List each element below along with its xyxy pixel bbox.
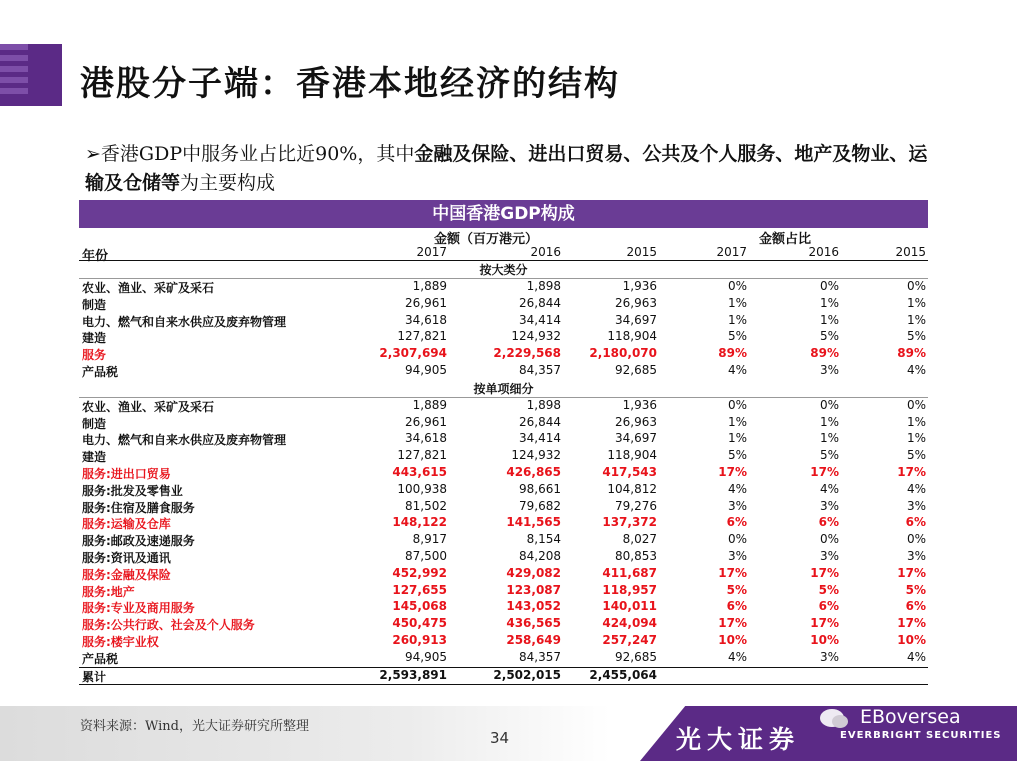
cell: 260,913 [392, 632, 447, 647]
cell: 34,697 [615, 431, 657, 446]
brand-cn-logo: 光大证券 [676, 725, 801, 754]
cell: 148,122 [392, 515, 447, 530]
cell: 104,812 [607, 481, 657, 496]
cell: 10% [897, 632, 926, 647]
logo-stripes [0, 44, 28, 106]
row-label: 服务:楼宇业权 [82, 634, 159, 649]
cell: 5% [819, 448, 839, 463]
row-label: 电力、燃气和自来水供应及废弃物管理 [82, 433, 287, 448]
row-label: 服务:资讯及通讯 [82, 550, 171, 565]
table-row [79, 532, 928, 549]
table-title: 中国香港GDP构成 [79, 200, 928, 228]
table-row [79, 515, 928, 532]
row-label: 服务:专业及商用服务 [82, 601, 195, 616]
row-label: 服务 [82, 348, 107, 363]
cell: 411,687 [602, 565, 657, 580]
cell: 4% [727, 362, 747, 377]
section2-rows [79, 398, 928, 667]
cell: 2,593,891 [379, 667, 447, 682]
table-row [79, 415, 928, 432]
cell: 2,229,568 [493, 346, 561, 361]
row-label: 建造 [82, 331, 107, 346]
bullet-suffix: 为主要构成 [180, 172, 276, 194]
cell: 84,357 [519, 649, 561, 664]
page-title: 港股分子端：香港本地经济的结构 [80, 64, 620, 104]
row-label: 农业、渔业、采矿及采石 [82, 281, 215, 295]
cell: 118,957 [602, 582, 657, 597]
section1-title: 按大类分 [479, 263, 528, 277]
cell: 2,502,015 [493, 667, 561, 682]
table-row [79, 279, 928, 296]
cell: 1% [819, 295, 839, 310]
cell: 452,992 [392, 565, 447, 580]
cell: 3% [819, 548, 839, 563]
cell: 80,853 [615, 548, 657, 563]
cell: 17% [718, 565, 747, 580]
cell: 1,889 [412, 397, 447, 412]
group-amount-label: 金额（百万港元） [434, 232, 539, 247]
cell: 4% [727, 649, 747, 664]
row-label: 电力、燃气和自来水供应及废弃物管理 [82, 314, 287, 329]
cell: 2,180,070 [589, 346, 657, 361]
cell: 1,936 [622, 279, 657, 293]
cell: 6% [726, 599, 747, 614]
table-year-header [79, 244, 928, 264]
cell: 34,618 [405, 431, 447, 446]
cell: 5% [819, 329, 839, 344]
section-header [79, 380, 928, 398]
cell: 6% [818, 515, 839, 530]
cell: 84,208 [519, 548, 561, 563]
year-col-6: 2015 [895, 245, 926, 259]
cell: 1% [727, 431, 747, 446]
cell: 4% [727, 481, 747, 496]
cell: 5% [906, 448, 926, 463]
bullet-bold: 金融及保险、进出口贸易、公共及个人服务、地产及物业、运输及仓储等 [85, 143, 928, 194]
cell: 5% [906, 329, 926, 344]
cell: 118,904 [607, 329, 657, 344]
cell: 26,961 [405, 295, 447, 310]
cell: 5% [726, 582, 747, 597]
table-row [79, 583, 928, 600]
cell: 17% [718, 616, 747, 631]
year-col-3: 2015 [626, 245, 657, 259]
cell: 0% [727, 397, 747, 412]
cell: 3% [819, 498, 839, 513]
cell: 429,082 [506, 565, 561, 580]
cell: 137,372 [602, 515, 657, 530]
cell: 424,094 [602, 616, 657, 631]
table-row [79, 398, 928, 415]
cell: 34,414 [519, 431, 561, 446]
cell: 2,307,694 [379, 346, 447, 361]
row-label: 制造 [82, 416, 107, 431]
cell: 4% [906, 362, 926, 377]
row-label: 产品税 [82, 364, 119, 379]
cell: 443,615 [392, 464, 447, 479]
cell: 81,502 [405, 498, 447, 513]
cell: 17% [718, 464, 747, 479]
table-row [79, 599, 928, 616]
cell: 127,821 [397, 448, 447, 463]
cell: 0% [727, 279, 747, 293]
cell: 0% [819, 279, 839, 293]
cell: 87,500 [405, 548, 447, 563]
cell: 3% [906, 498, 926, 513]
cell: 0% [727, 532, 747, 547]
cell: 26,963 [615, 295, 657, 310]
cell: 8,154 [526, 532, 561, 547]
row-label: 制造 [82, 297, 107, 312]
cell: 17% [897, 464, 926, 479]
cell: 17% [810, 616, 839, 631]
cell: 84,357 [519, 362, 561, 377]
brand-en-sub: EVERBRIGHT SECURITIES [840, 730, 1002, 741]
row-label: 服务:批发及零售业 [82, 483, 183, 498]
cell: 26,961 [405, 414, 447, 429]
table-row [79, 482, 928, 499]
cell: 1,898 [526, 397, 561, 412]
bullet-text [85, 140, 940, 198]
row-label: 累计 [82, 669, 107, 684]
table-row [79, 329, 928, 346]
table-group-header [79, 228, 928, 247]
table-row [79, 616, 928, 633]
bullet-prefix: ➢香港GDP中服务业占比近90%，其中 [85, 143, 415, 165]
cell: 1% [819, 431, 839, 446]
cell: 17% [897, 565, 926, 580]
cell: 1% [727, 414, 747, 429]
row-label: 农业、渔业、采矿及采石 [82, 399, 215, 414]
row-label: 服务:进出口贸易 [82, 466, 171, 481]
cell: 141,565 [506, 515, 561, 530]
cell: 1% [906, 312, 926, 327]
table-row [79, 448, 928, 465]
cell: 3% [727, 548, 747, 563]
year-col-4: 2017 [716, 245, 747, 259]
year-col-2: 2016 [530, 245, 561, 259]
table-row [79, 431, 928, 448]
cell: 257,247 [602, 632, 657, 647]
cell: 0% [906, 279, 926, 293]
cell: 5% [905, 582, 926, 597]
section2-title: 按单项细分 [473, 381, 534, 396]
cell: 100,938 [397, 481, 447, 496]
table-row [79, 346, 928, 363]
cell: 1% [727, 295, 747, 310]
cell: 79,276 [615, 498, 657, 513]
section-header [79, 261, 928, 279]
row-label: 建造 [82, 450, 107, 465]
cell: 1% [819, 312, 839, 327]
cell: 26,963 [615, 414, 657, 429]
cell: 10% [810, 632, 839, 647]
cell: 89% [810, 346, 839, 361]
cell: 1,889 [412, 279, 447, 293]
cell: 127,655 [392, 582, 447, 597]
cell: 3% [906, 548, 926, 563]
cell: 450,475 [392, 616, 447, 631]
cell: 124,932 [511, 329, 561, 344]
cell: 1% [819, 414, 839, 429]
cell: 5% [727, 448, 747, 463]
cell: 3% [819, 649, 839, 664]
row-label: 服务:住宿及膳食服务 [82, 500, 195, 515]
cell: 417,543 [602, 464, 657, 479]
cell: 17% [810, 565, 839, 580]
cell: 127,821 [397, 329, 447, 344]
gdp-table [79, 200, 928, 685]
cell: 140,011 [602, 599, 657, 614]
cell: 143,052 [506, 599, 561, 614]
cell: 0% [906, 397, 926, 412]
cell: 5% [727, 329, 747, 344]
cell: 2,455,064 [589, 667, 657, 682]
table-row [79, 499, 928, 516]
table-row [79, 566, 928, 583]
cell: 79,682 [519, 498, 561, 513]
cell: 123,087 [506, 582, 561, 597]
cell: 1,936 [622, 397, 657, 412]
cell: 436,565 [506, 616, 561, 631]
year-col-5: 2016 [808, 245, 839, 259]
cell: 426,865 [506, 464, 561, 479]
cell: 10% [718, 632, 747, 647]
cell: 145,068 [392, 599, 447, 614]
cell: 17% [810, 464, 839, 479]
row-label: 服务:邮政及速递服务 [82, 534, 195, 549]
cell: 0% [906, 532, 926, 547]
cell: 4% [819, 481, 839, 496]
wechat-icon [820, 709, 844, 727]
table-row [79, 465, 928, 482]
table-row [79, 549, 928, 566]
row-label: 服务:运输及仓库 [82, 517, 171, 532]
row-label: 服务:地产 [82, 584, 135, 599]
cell: 6% [905, 515, 926, 530]
cell: 1% [727, 312, 747, 327]
cell: 258,649 [506, 632, 561, 647]
cell: 8,917 [412, 532, 447, 547]
table-row [79, 363, 928, 380]
cell: 5% [818, 582, 839, 597]
cell: 34,414 [519, 312, 561, 327]
cell: 3% [819, 362, 839, 377]
year-label: 年份 [82, 249, 109, 264]
brand-en-logo: EBoversea [860, 706, 961, 728]
total-row [79, 667, 928, 686]
cell: 124,932 [511, 448, 561, 463]
cell: 6% [905, 599, 926, 614]
cell: 4% [906, 649, 926, 664]
cell: 89% [718, 346, 747, 361]
cell: 8,027 [622, 532, 657, 547]
cell: 26,844 [519, 295, 561, 310]
table-row [79, 633, 928, 650]
table-row [79, 313, 928, 330]
cell: 118,904 [607, 448, 657, 463]
group-ratio-label: 金额占比 [759, 232, 812, 247]
cell: 1% [906, 431, 926, 446]
cell: 94,905 [405, 649, 447, 664]
row-label: 服务:公共行政、社会及个人服务 [82, 618, 255, 633]
cell: 1,898 [526, 279, 561, 293]
section1-rows [79, 279, 928, 380]
cell: 6% [726, 515, 747, 530]
year-col-1: 2017 [416, 245, 447, 259]
row-label: 产品税 [82, 651, 119, 666]
cell: 34,618 [405, 312, 447, 327]
cell: 98,661 [519, 481, 561, 496]
table-row [79, 296, 928, 313]
cell: 6% [818, 599, 839, 614]
cell: 34,697 [615, 312, 657, 327]
cell: 0% [819, 397, 839, 412]
cell: 17% [897, 616, 926, 631]
cell: 92,685 [615, 362, 657, 377]
cell: 0% [819, 532, 839, 547]
cell: 92,685 [615, 649, 657, 664]
cell: 1% [906, 414, 926, 429]
cell: 4% [906, 481, 926, 496]
table-row [79, 650, 928, 667]
cell: 94,905 [405, 362, 447, 377]
cell: 89% [897, 346, 926, 361]
cell: 1% [906, 295, 926, 310]
source-note: 资料来源：Wind，光大证券研究所整理 [80, 719, 309, 734]
cell: 26,844 [519, 414, 561, 429]
page-number: 34 [490, 729, 510, 747]
cell: 3% [727, 498, 747, 513]
row-label: 服务:金融及保险 [82, 567, 171, 582]
